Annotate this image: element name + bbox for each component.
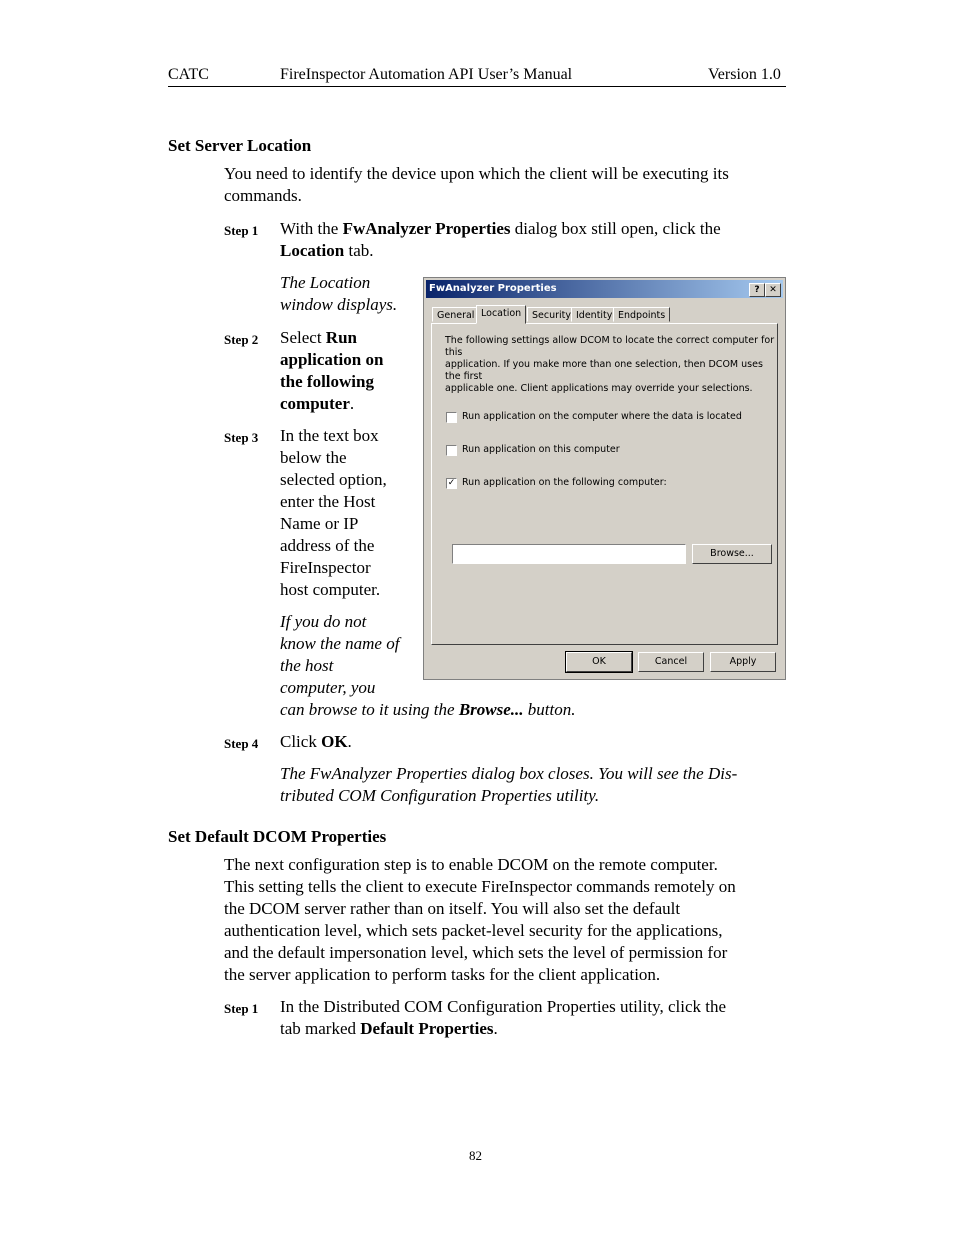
- text: the host: [280, 656, 334, 675]
- step4-text: [280, 731, 352, 753]
- text: dialog box still open, click the: [510, 219, 721, 238]
- text: FireInspector: [280, 558, 371, 577]
- step-label: Step 3: [224, 430, 259, 445]
- section-title-server-location: Set Server Location: [168, 136, 312, 155]
- text: below the: [280, 448, 347, 467]
- tab-identity[interactable]: Identity: [571, 307, 617, 322]
- dialog-titlebar: [426, 280, 783, 298]
- text: window displays.: [280, 295, 398, 314]
- header-left: CATC: [168, 66, 209, 83]
- text: .: [347, 732, 352, 751]
- step-label: Step 2: [224, 332, 259, 347]
- text: applicable one. Client applications may override your selections.: [445, 383, 753, 394]
- text-bold: the following: [280, 372, 374, 391]
- text: Click: [280, 732, 322, 751]
- text: The following settings allow DCOM to locate the correct computer for this: [445, 335, 775, 358]
- text: If you do not: [280, 612, 367, 631]
- tab-location[interactable]: Location: [476, 305, 526, 324]
- step3-text: [280, 425, 387, 601]
- text: This setting tells the client to execute FireInspector commands remotely on: [224, 877, 736, 896]
- text: The Location: [280, 273, 371, 292]
- browse-button[interactable]: Browse...: [692, 544, 772, 564]
- header-title: FireInspector Automation API User’s Manual: [280, 66, 573, 83]
- step-label: Step 1: [224, 1001, 259, 1016]
- close-button[interactable]: ✕: [765, 283, 781, 297]
- text-bold: application on: [280, 350, 384, 369]
- option-label: Run application on the computer where the data is located: [462, 411, 742, 422]
- fwanalyzer-properties-dialog: [423, 277, 786, 680]
- text: In the Distributed COM Configuration Properties utility, click the: [280, 997, 727, 1016]
- text-bold: FwAnalyzer Properties: [342, 219, 511, 238]
- intro-paragraph: [224, 163, 729, 207]
- section-title-dcom: Set Default DCOM Properties: [168, 827, 387, 846]
- page-number: 82: [469, 1148, 482, 1163]
- text: tab.: [344, 241, 374, 260]
- text: computer, you: [280, 678, 376, 697]
- description: [445, 335, 775, 395]
- text: tributed COM Configuration Properties utility.: [280, 786, 600, 805]
- step2-text: [280, 327, 383, 415]
- dcom-paragraph: [224, 854, 736, 986]
- text: tab marked: [280, 1019, 361, 1038]
- location-panel: [431, 323, 778, 645]
- dcom-step1-text: [280, 996, 726, 1040]
- checkbox-following-computer[interactable]: ✓: [447, 478, 456, 488]
- step-label: Step 4: [224, 736, 259, 751]
- text: .: [493, 1019, 498, 1038]
- checkbox-this-computer[interactable]: [446, 445, 457, 456]
- text: application. If you make more than one selection, then DCOM uses the first: [445, 359, 763, 382]
- text: authentication level, which sets packet-level security for the applications,: [224, 921, 723, 940]
- step1-text: [280, 218, 721, 262]
- cancel-button[interactable]: Cancel: [638, 652, 704, 672]
- header-rule: [168, 86, 786, 87]
- tab-endpoints[interactable]: Endpoints: [613, 307, 670, 322]
- tab-security[interactable]: Security: [527, 307, 576, 322]
- text-bold: Default Properties: [360, 1019, 494, 1038]
- text: Select: [280, 328, 326, 347]
- text: In the text box: [280, 426, 379, 445]
- step1-result: [280, 272, 397, 316]
- option-label: Run application on this computer: [462, 444, 620, 455]
- tab-general[interactable]: General: [432, 307, 479, 322]
- text: the server application to perform tasks for the client application.: [224, 965, 661, 984]
- text-bold: Location: [280, 241, 345, 260]
- intro-line: commands.: [224, 186, 302, 205]
- text: host computer.: [280, 580, 381, 599]
- text: With the: [280, 219, 343, 238]
- step-label: Step 1: [224, 223, 259, 238]
- text: button.: [523, 700, 576, 719]
- text: know the name of: [280, 634, 400, 653]
- text: enter the Host: [280, 492, 376, 511]
- option-label: Run application on the following computer:: [462, 477, 667, 488]
- apply-button[interactable]: Apply: [710, 652, 776, 672]
- checkbox-data-computer[interactable]: [446, 412, 457, 423]
- dialog-title: FwAnalyzer Properties: [429, 283, 557, 294]
- text-bold: OK: [321, 732, 348, 751]
- help-button[interactable]: ?: [749, 283, 765, 297]
- text: can browse to it using the: [280, 700, 459, 719]
- header-version: Version 1.0: [708, 66, 781, 83]
- text: the DCOM server rather than on itself. You will also set the default: [224, 899, 681, 918]
- intro-line: You need to identify the device upon which the client will be executing its: [224, 164, 729, 183]
- text: Name or IP: [280, 514, 359, 533]
- text: .: [349, 394, 355, 413]
- text-bold: computer: [280, 394, 350, 413]
- step4-result: [280, 763, 737, 807]
- text: The FwAnalyzer Properties dialog box closes. You will see the Dis-: [280, 764, 738, 783]
- text-bold: Browse...: [458, 700, 524, 719]
- text: The next configuration step is to enable DCOM on the remote computer.: [224, 855, 718, 874]
- text: and the default impersonation level, which sets the level of permission for: [224, 943, 728, 962]
- text: address of the: [280, 536, 375, 555]
- text-bold: Run: [325, 328, 357, 347]
- text: selected option,: [280, 470, 387, 489]
- computer-name-input[interactable]: [452, 544, 686, 564]
- ok-button[interactable]: OK: [566, 652, 632, 672]
